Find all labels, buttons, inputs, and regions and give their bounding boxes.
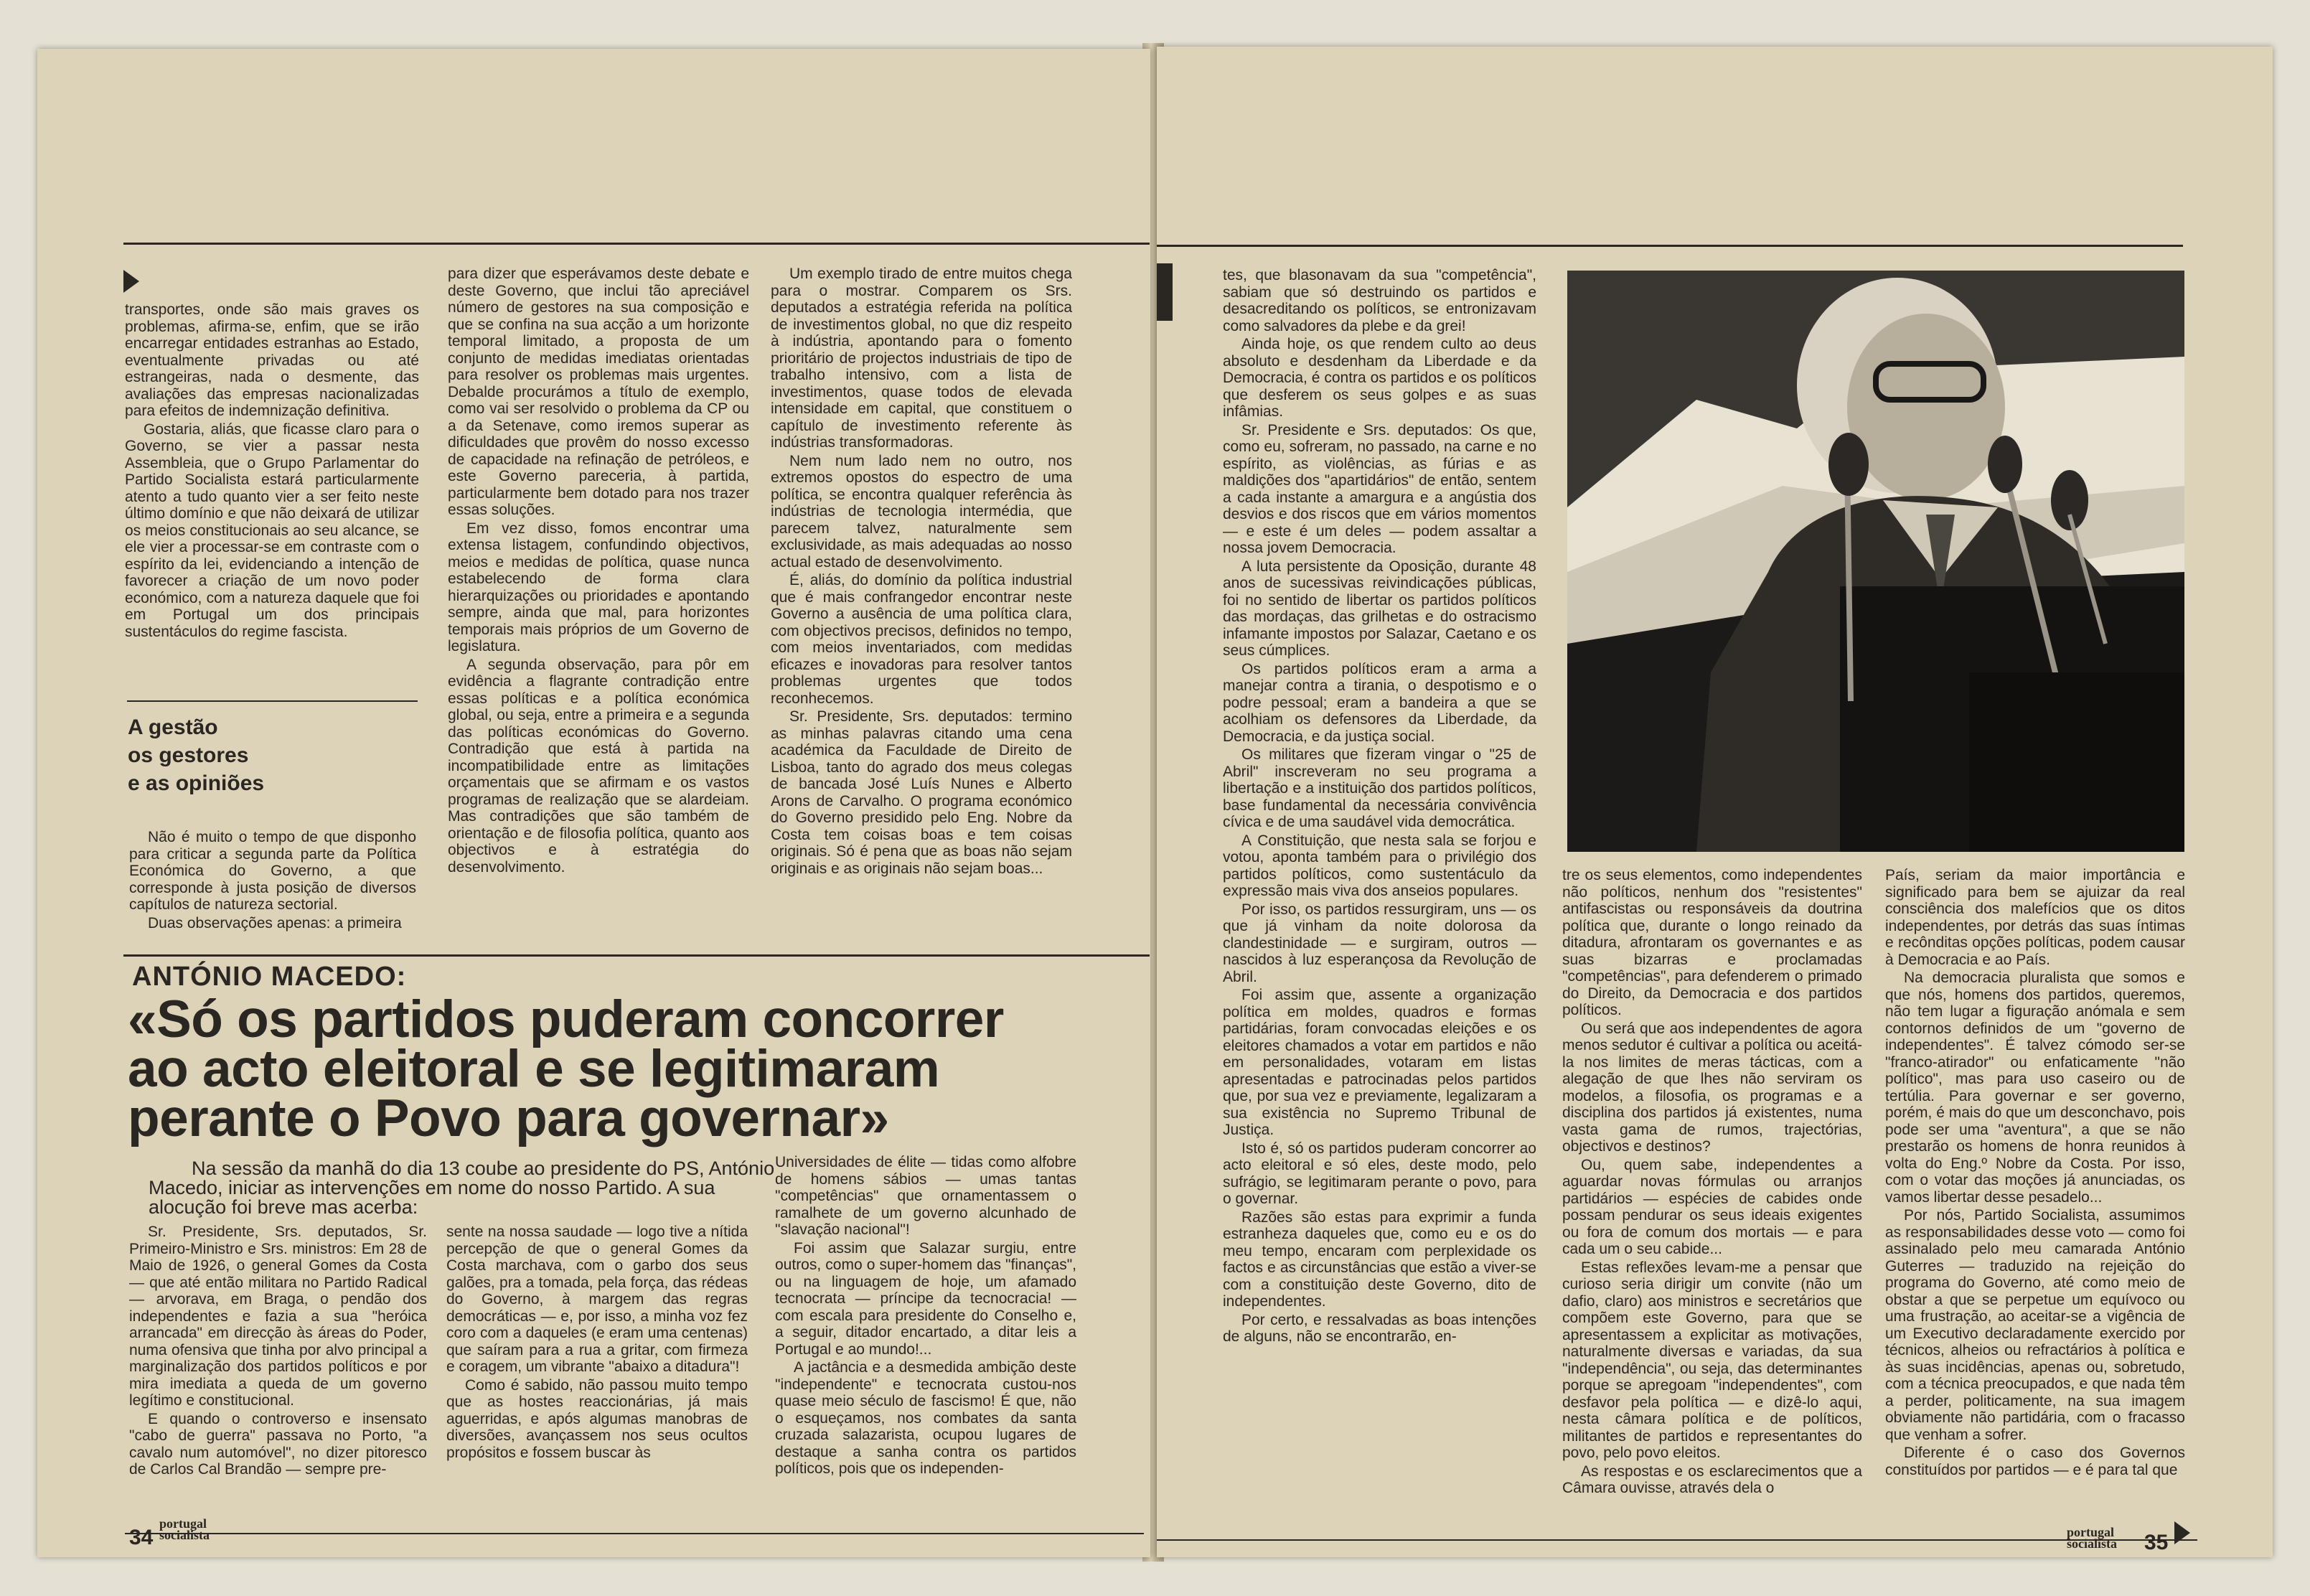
continuation-arrow-icon [123, 270, 139, 293]
logo-line: portugal [159, 1516, 207, 1531]
subhead [128, 713, 415, 797]
subhead-rule [127, 700, 418, 702]
paragraph: A Constituição, que nesta sala se forjou e votou, aponta também para o privilégio dos partidos políticos, como sustentáculo da expressão mais viva dos anseios populares. [1223, 832, 1536, 899]
paragraph: É, aliás, do domínio da política industrial que é mais confrangedor encontrar neste Governo a ausência de uma política clara, com objectivos precisos, definidos no tempo, com meios inventariados, com medidas eficazes e inovadoras para resolver tantos problemas urgentes que todos reconhecemos. [771, 572, 1072, 707]
paragraph: Universidades de élite — tidas como alfobre de homens sábios — umas tantas "competências" que ornamentassem o ramalhete de um governo alcunhado de "slavação nacional"! [775, 1154, 1076, 1238]
paragraph: Um exemplo tirado de entre muitos chega para o mostrar. Comparem os Srs. deputados a estratégia referida na política de investimentos global, no que diz respeito à indústria, apontando para o fomento prioritário de projectos industriais de tipo de trabalho intensivo, com a lista de investimentos, quase todos de elevada intensidade em capital, que constituem o capítulo de investimento referente às indústrias transformadoras. [771, 266, 1072, 451]
paragraph: Os militares que fizeram vingar o "25 de Abril" inscreveram no seu programa a libertação e a instituição dos partidos políticos, base fundamental da necessária convivência cívica e de uma saudável vida democrática. [1223, 746, 1536, 830]
photo-illustration [1567, 271, 2184, 852]
left-bot-col3 [775, 1154, 1076, 1479]
paragraph: Em vez disso, fomos encontrar uma extensa listagem, confundindo objectivos, meios e medidas de política, quase nunca estabelecendo de forma clara hierarquizações ou prioridades e apontando sempre, ainda que mal, para horizontes temporais mais próprios de um Governo de legislatura. [448, 520, 749, 654]
paragraph: Não é muito o tempo de que disponho para criticar a segunda parte da Política Económica do Governo, a que corresponde à justa posição de diversos capítulos de natureza sectorial. [129, 829, 416, 913]
right-col2 [1562, 867, 1862, 1498]
logo-line: portugal [2067, 1525, 2115, 1539]
paragraph: para dizer que esperávamos deste debate e deste Governo, que inclui tão apreciável número de gestores na sua composição e que se confina na sua acção a um horizonte temporal limitado, a proposta de um conjunto de medidas imediatas orientadas para resolver os problemas mais urgentes. Debalde procurámos a título de exemplo, como vai ser resolvido o problema da CP ou a da Setenave, como iremos superar as dificuldades que provêm do nosso excesso de capacidade na refinação de petróleos, e este Governo pareceria, à partida, particularmente bem dotado para nos trazer essas soluções. [448, 266, 749, 518]
paragraph: A luta persistente da Oposição, durante 48 anos de sucessivas reivindicações públicas, foi no sentido de libertar os partidos políticos das mordaças, das grilhetas e do ostracismo infamante impostos por Salazar, Caetano e os seus cúmplices. [1223, 558, 1536, 659]
paragraph: País, seriam da maior importância e significado para bem se ajuizar da real consciência dos malefícios que os ditos independentes, por detrás das suas íntimas e recônditas opções políticas, podem causar à Democracia e ao País. [1885, 867, 2185, 968]
logo-line: socialista [2067, 1536, 2117, 1551]
left-col3 [771, 266, 1072, 878]
continuation-arrow-icon [2174, 1521, 2190, 1544]
paragraph: Ou, quem sabe, independentes a aguardar novas fórmulas ou arranjos partidários — espécies de cabides onde possam pendurar os seus ideais exigentes ou fora de comum dos mortais — e para cada um o seu cabide... [1562, 1156, 1862, 1257]
paragraph: Razões são estas para exprimir a funda estranheza daqueles que, como eu e os do meu tempo, encaram com perplexidade os factos e as circunstâncias que estão a viver-se com a constituição deste Governo, dito de independentes. [1223, 1208, 1536, 1310]
headline-line: «Só os partidos puderam concorrer [128, 990, 1004, 1048]
paragraph: Sr. Presidente, Srs. deputados, Sr. Primeiro-Ministro e Srs. ministros: Em 28 de Maio de 1926, o general Gomes da Costa — que até então militara no Partido Radical — arvorava, em Braga, o pendão dos independentes e fazia a sua "heróica arrancada" em direcção às áreas do Poder, numa ofensiva que tinha por alvo principal a marginalização dos partidos políticos e por mira imediata a queda de um governo legítimo e constitucional. [129, 1224, 427, 1409]
paragraph: Por isso, os partidos ressurgiram, uns — os que já vinham da noite dolorosa da clandestinidade — e surgiram, outros — nascidos à luz esperançosa da Revolução de Abril. [1223, 901, 1536, 985]
paragraph: Por nós, Partido Socialista, assumimos as responsabilidades desse voto — como foi assinalado pelo meu camarada António Guterres — traduzido na rejeição do programa do Governo, até como meio de obstar a que se perpetue um equívoco ou uma frustração, ao aceitar-se a vigência de um Executivo declaradamente exercido por técnicos, alheios ou refractários à política e às suas incidências, apenas ou, sobretudo, com a técnica preocupados, e que nada têm a perder, politicamente, na sua imagem obviamente não partidária, com o fracasso que venham a sofrer. [1885, 1207, 2185, 1443]
paragraph: Na democracia pluralista que somos e que nós, homens dos partidos, queremos, não tem lugar a figuração anómala e sem contornos definidos de um "governo de independentes". É talvez cómodo ser-se "franco-atirador" ou enfaticamente "não político", mas para uso caseiro ou de tertúlia. Para governar e ser governo, porém, é mais do que um desconchavo, pois pode ser uma "aventura", a que se não prestarão os homens de honra reunidos à volta do Eng.º Nobre da Costa. Por isso, com o votar das moções já anunciadas, os vamos libertar desse pesadelo... [1885, 970, 2185, 1206]
left-bot-col2 [446, 1224, 748, 1463]
intro-text: Na sessão da manhã do dia 13 coube ao presidente do PS, António Macedo, iniciar as intervenções em nome do nosso Partido. A sua alocução foi breve mas acerba: [149, 1158, 775, 1218]
speaker-photo [1567, 271, 2184, 852]
paragraph: E quando o controverso e insensato "cabo de guerra" passava no Porto, "a cavalo num automóvel", no dizer pitoresco de Carlos Cal Brandão — sempre pre- [129, 1410, 427, 1478]
right-page [1157, 47, 2273, 1557]
paragraph: tes, que blasonavam da sua "competência", sabiam que só destruindo os partidos e desacreditando os políticos, se entronizavam como salvadores da plebe e da grei! [1223, 267, 1536, 334]
paragraph: Ainda hoje, os que rendem culto ao deus absoluto e desdenham da Liberdade e da Democracia, é contra os partidos e os políticos que desferem os seus golpes e as suas infâmias. [1223, 336, 1536, 420]
left-bot-col1 [129, 1224, 427, 1480]
article-separator [123, 954, 1150, 957]
paragraph: Duas observações apenas: a primeira [148, 914, 402, 931]
subhead-line: e as opiniões [128, 771, 265, 795]
paragraph: Ou será que aos independentes de agora menos sedutor é cultivar a política ou aceitá-la nos limites de meras tácticas, com a alegação de que lhes não serviram os modelos, a filosofia, os programas e a disciplina dos partidos já existentes, numa vasta gama de rumos, trajectórias, objectivos e destinos? [1562, 1020, 1862, 1155]
subhead-line: os gestores [128, 743, 249, 767]
paragraph: Sr. Presidente, Srs. deputados: termino as minhas palavras citando uma cena académica da Faculdade de Direito de Lisboa, tanto do agrado dos meus colegas de bancada José Luís Nunes e Alberto Arons de Carvalho. O programa económico do Governo presidido pelo Eng. Nobre da Costa tem coisas boas e tem coisas originais. Só é pena que as boas não sejam originais e as originais não sejam boas... [771, 708, 1072, 877]
paragraph: Os partidos políticos eram a arma a manejar contra a tirania, o despotismo e o podre pessoal; eram a bandeira a que se acolhiam os defensores da Liberdade, da Democracia, e da justiça social. [1223, 660, 1536, 745]
top-rule [123, 243, 1150, 245]
paragraph: Foi assim que, assente a organização política em moldes, quadros e formas partidárias, foram convocadas eleições e os eleitores chamados a votar em partidos e não em personalidades, votaram em listas apresentadas e patrocinadas pelos partidos que, por sua vez e previamente, legalizaram a sua existência no Supremo Tribunal de Justiça. [1223, 987, 1536, 1138]
paragraph: Foi assim que Salazar surgiu, entre outros, como o super-homem das "finanças", ou na linguagem de hoje, um afamado tecnocrata — príncipe da tecnocracia! — com escala para presidente do Conselho e, a seguir, ditador encartado, a ditar leis a Portugal e ao mundo!... [775, 1239, 1076, 1358]
paragraph: Sr. Presidente e Srs. deputados: Os que, como eu, sofreram, no passado, na carne e no espírito, as violências, as fúrias e as maldições dos "apartidários" de então, sentem a cada instante a amargura e a angústia dos desvios e dos riscos que em vários momentos — e este é um deles — podem assaltar a nossa jovem Democracia. [1223, 421, 1536, 556]
footer-rule [1157, 1539, 2197, 1541]
paragraph: Estas reflexões levam-me a pensar que curioso seria dirigir um convite (não um dafio, claro) aos ministros e secretários que compõem este Governo, para que se apresentassem a explicitar as motivações, naturalmente diversas e variadas, da sua "independência", ou seja, das determinantes porque se apregoam "independentes", com desfavor pela política — e dizê-lo aqui, nesta câmara política e de políticos, militantes de partidos e representantes do povo, pelo povo eleitos. [1562, 1259, 1862, 1461]
paragraph: tre os seus elementos, como independentes não políticos, nenhum dos "resistentes" antifascistas ou responsáveis da doutrina política que, durante o longo reinado da ditadura, afrontaram os governantes e as suas bizarras e proclamadas "competências", para defenderem o primado do Direito, da Democracia e dos partidos políticos. [1562, 867, 1862, 1018]
paragraph: Gostaria, aliás, que ficasse claro para o Governo, se vier a passar nesta Assembleia, que o Grupo Parlamentar do Partido Socialista estará particularmente atento a tudo quanto vier a ser feito neste último domínio e que não deixará de utilizar os meios constitucionais ao seu alcance, se ele vier a processar-se em contraste com o espírito da lei, evidenciando a intenção de favorecer a criação de um novo poder económico, com a natureza daquele que foi em Portugal um dos principais sustentáculos do regime fascista. [125, 421, 419, 640]
footer-rule [125, 1533, 1144, 1534]
left-col2 [448, 266, 749, 877]
paragraph: Como é sabido, não passou muito tempo que as hostes reaccionárias, já mais aguerridas, e após algumas manobras de diversões, avançassem nos seus ocultos propósitos e fossem buscar às [446, 1376, 748, 1461]
page-number: 35 [2144, 1531, 2169, 1554]
paragraph: transportes, onde são mais graves os problemas, afirma-se, enfim, que se irão encarregar entidades estranhas ao Estado, eventualmente privadas ou até estrangeiras, nada o desmente, das avaliações das empresas nacionalizadas para efeitos de indemnização definitiva. [125, 301, 419, 419]
left-col1 [125, 301, 419, 642]
paragraph: Isto é, só os partidos puderam concorrer ao acto eleitoral e só eles, deste modo, pelo sufrágio, se legitimaram perante o povo, para o governar. [1223, 1140, 1536, 1207]
paragraph: As respostas e os esclarecimentos que a Câmara ouvisse, através dela o [1562, 1463, 1862, 1496]
paragraph: A segunda observação, para pôr em evidência a flagrante contradição entre essas políticas e a política económica global, ou seja, entre a primeira e a segunda das políticas económicas do Governo. Contradição que está à partida na incompatibilidade entre as limitações orçamentais que se afirmam e os vastos programas de realização que se alardeiam. Mas contradições que são também de orientação e de filosofia política, quanto aos objectivos e à estratégia do desenvolvimento. [448, 656, 749, 876]
headline-line: perante o Povo para governar» [128, 1089, 889, 1147]
top-rule [1157, 245, 2183, 247]
paragraph: A jactância e a desmedida ambição deste "independente" e tecnocrata custou-nos quase meio século de fascismo! É que, não o esqueçamos, nos combates da santa cruzada salazarista, ocupou lugares de destaque a sanha contra os partidos políticos, pois que os independen- [775, 1359, 1076, 1477]
paragraph: Por certo, e ressalvadas as boas intenções de alguns, não se encontrarão, en- [1223, 1311, 1536, 1345]
right-col1 [1223, 267, 1536, 1347]
page-number: 34 [129, 1526, 154, 1549]
left-col1-after [129, 829, 416, 933]
headline [128, 990, 1147, 1147]
logo-line: socialista [159, 1528, 210, 1542]
paragraph: Nem num lado nem no outro, nos extremos opostos do espectro de uma política, se encontra qualquer referência às indústrias de tecnologia intermédia, que parecem talvez, naturalmente sem exclusividade, as mais adequadas ao nosso actual estado de desenvolvimento. [771, 452, 1072, 571]
right-col3 [1885, 867, 2185, 1480]
byline: ANTÓNIO MACEDO: [132, 962, 407, 992]
paragraph: sente na nossa saudade — logo tive a nítida percepção de que o general Gomes da Costa marchava, com o garbo dos seus galões, pra a tomada, pela força, das rédeas do Governo, à margem das regras democráticas — e, por isso, a minha voz fez coro com a daqueles (e eram uma centenas) que saíram para a rua a gritar, com firmeza e coragem, um vibrante "abaixo a ditadura"! [446, 1224, 748, 1375]
paragraph: Diferente é o caso dos Governos constituídos por partidos — e é para tal que [1885, 1445, 2185, 1478]
subhead-line: A gestão [128, 715, 218, 739]
publication-logo [2067, 1526, 2117, 1549]
section-marker [1157, 263, 1173, 321]
headline-line: ao acto eleitoral e se legitimaram [128, 1040, 940, 1098]
left-page [37, 49, 1150, 1557]
publication-logo [159, 1518, 210, 1541]
